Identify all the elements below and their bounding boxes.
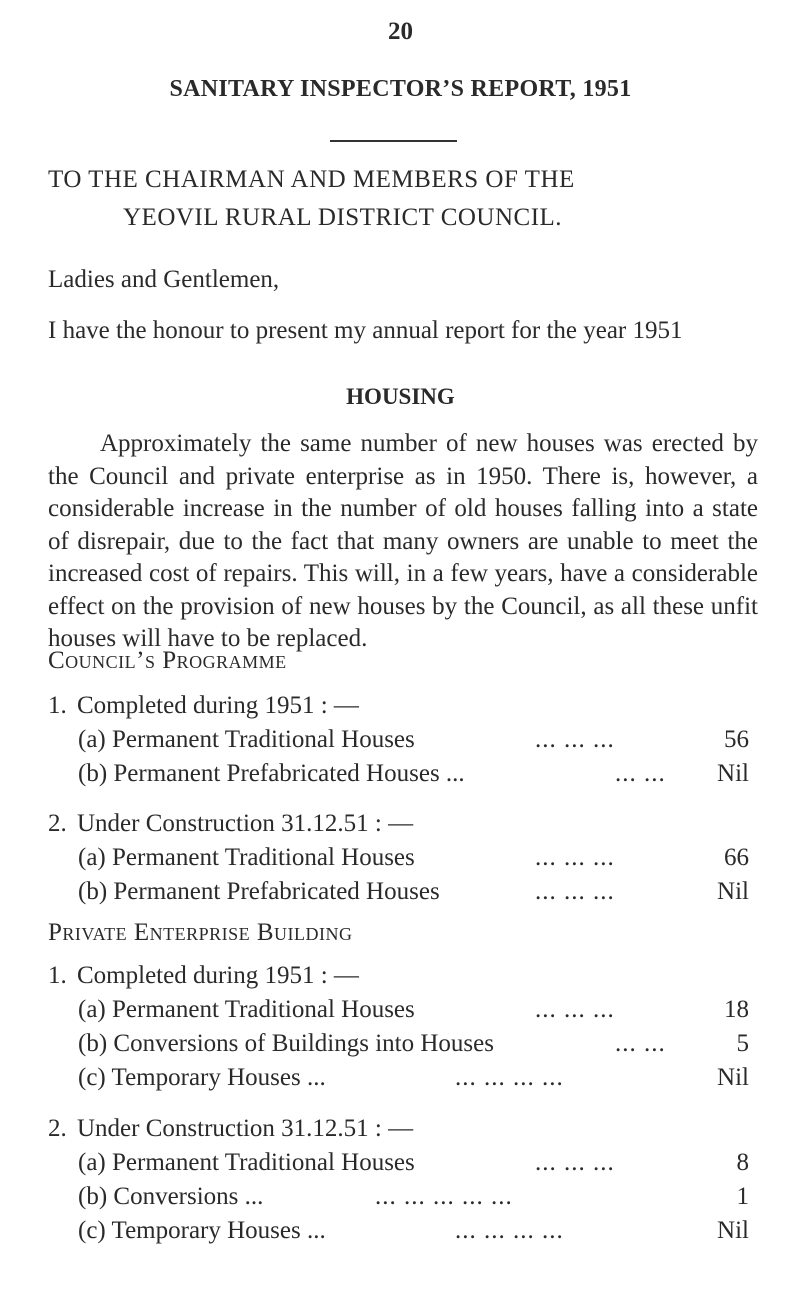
- table-row: [0, 1217, 801, 1251]
- table-row: [0, 1064, 801, 1098]
- table-row: [0, 1030, 801, 1064]
- row-label: (c) Temporary Houses ...: [78, 1217, 326, 1244]
- leader-dots: ... ... ...: [535, 878, 615, 905]
- list-item: [0, 1115, 801, 1149]
- row-value: Nil: [717, 878, 749, 905]
- housing-paragraph: Approximately the same number of new houses was erected by the Council and private enterprise as in 1950. There is, however, a considerable increase in the number of old houses falling into a state of disrepair, due to the fact that many owners are unable to meet the increased cost of repairs. This will, in a few years, have a considerable effect on the provision of new houses by the Council, as all these unfit houses will have to be replaced.: [48, 430, 758, 652]
- leader-dots: ... ... ...: [535, 726, 615, 753]
- row-value: 18: [724, 996, 749, 1023]
- row-label: (a) Permanent Traditional Houses: [78, 726, 415, 753]
- addressee-line-2: YEOVIL RURAL DISTRICT COUNCIL.: [123, 204, 563, 231]
- table-row: [0, 1149, 801, 1183]
- row-label: (b) Permanent Prefabricated Houses: [78, 878, 440, 905]
- row-label: (a) Permanent Traditional Houses: [78, 844, 415, 871]
- table-row: [0, 726, 801, 760]
- item-label: Completed during 1951 : —: [77, 692, 359, 719]
- row-label: (c) Temporary Houses ...: [78, 1064, 326, 1091]
- item-label: Under Construction 31.12.51 : —: [77, 1115, 414, 1142]
- row-label: (b) Permanent Prefabricated Houses ...: [78, 760, 465, 787]
- salutation: Ladies and Gentlemen,: [48, 266, 280, 293]
- item-label: Completed during 1951 : —: [77, 962, 359, 989]
- private-enterprise-heading: Private Enterprise Building: [48, 919, 353, 946]
- table-row: [0, 878, 801, 912]
- leader-dots: ... ... ...: [535, 844, 615, 871]
- councils-programme-heading: Council’s Programme: [48, 647, 287, 674]
- item-number: 2.: [48, 1115, 67, 1142]
- row-label: (b) Conversions of Buildings into Houses: [78, 1030, 494, 1057]
- housing-heading: HOUSING: [346, 384, 455, 409]
- title-divider: [330, 140, 457, 142]
- row-value: Nil: [717, 1064, 749, 1091]
- row-value: 56: [724, 726, 749, 753]
- row-value: Nil: [717, 760, 749, 787]
- item-label: Under Construction 31.12.51 : —: [77, 810, 414, 837]
- list-item: [0, 810, 801, 844]
- list-item: [0, 962, 801, 996]
- item-number: 1.: [48, 962, 67, 989]
- row-value: 8: [736, 1149, 749, 1176]
- table-row: [0, 760, 801, 794]
- item-number: 1.: [48, 692, 67, 719]
- leader-dots: ... ... ... ...: [455, 1064, 564, 1091]
- row-label: (b) Conversions ...: [78, 1183, 264, 1210]
- leader-dots: ... ... ...: [535, 1149, 615, 1176]
- leader-dots: ... ... ...: [535, 996, 615, 1023]
- intro-sentence: I have the honour to present my annual report for the year 1951: [48, 317, 683, 344]
- row-value: 1: [736, 1183, 749, 1210]
- leader-dots: ... ...: [615, 1030, 666, 1057]
- table-row: [0, 844, 801, 878]
- row-label: (a) Permanent Traditional Houses: [78, 1149, 415, 1176]
- row-value: 66: [724, 844, 749, 871]
- addressee-line-1: TO THE CHAIRMAN AND MEMBERS OF THE: [48, 166, 575, 193]
- list-item: [0, 692, 801, 726]
- item-number: 2.: [48, 810, 67, 837]
- row-value: 5: [736, 1030, 749, 1057]
- page-number: 20: [388, 18, 413, 45]
- leader-dots: ... ...: [615, 760, 666, 787]
- table-row: [0, 996, 801, 1030]
- table-row: [0, 1183, 801, 1217]
- row-value: Nil: [717, 1217, 749, 1244]
- row-label: (a) Permanent Traditional Houses: [78, 996, 415, 1023]
- leader-dots: ... ... ... ... ...: [375, 1183, 513, 1210]
- leader-dots: ... ... ... ...: [455, 1217, 564, 1244]
- report-title: SANITARY INSPECTOR’S REPORT, 1951: [169, 76, 632, 102]
